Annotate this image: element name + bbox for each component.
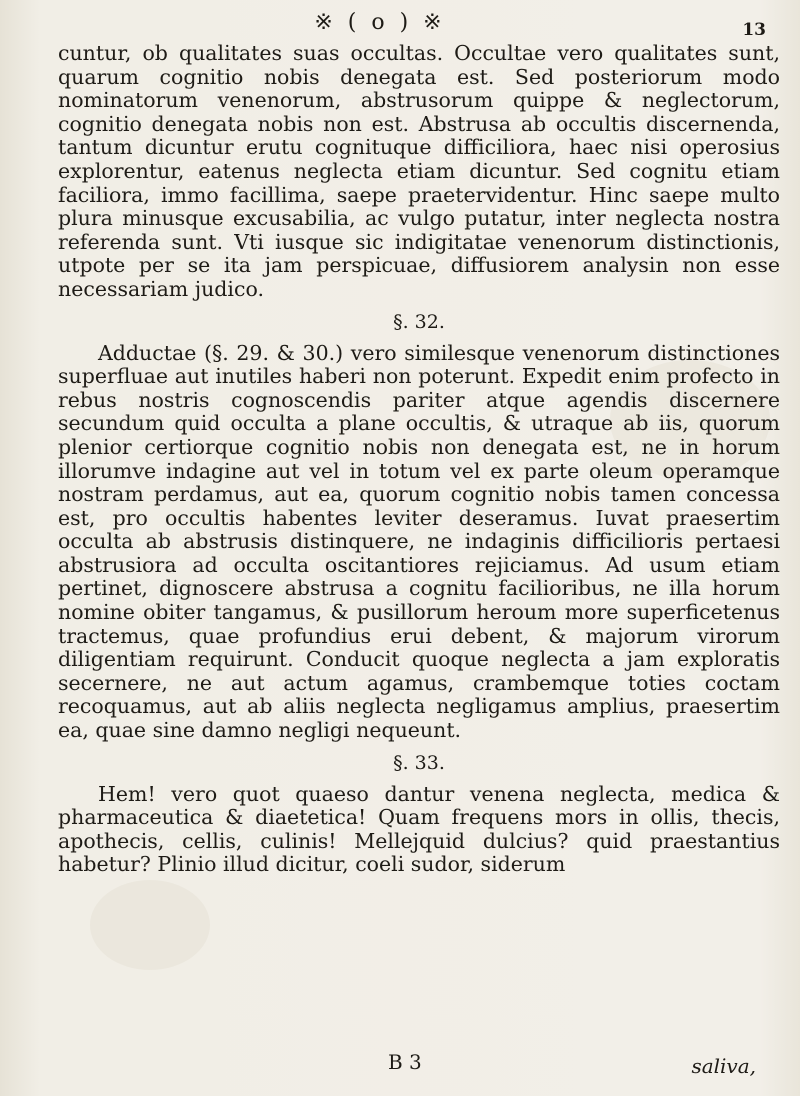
paper-stain	[90, 880, 210, 970]
paragraph-1: cuntur, ob qualitates suas occultas. Occultae vero qualitates sunt, quarum cognitio nobis denegata est. Sed posteriorum modo nominatorum venenorum, abstrusorum quippe & neglectorum, cognitio denegata nobis non est. Abstrusa ab occultis discernenda, tantum dicuntur erutu cognituque difficiliora, haec nisi operosius explorentur, eatenus neglecta etiam dicuntur. Sed cognitu etiam faciliora, immo facillima, saepe praetervidentur. Hinc saepe multo plura minusque excusabilia, ac vulgo putatur, inter neglecta nostra referenda sunt. Vti iusque sic indigitatae venenorum distinctionis, utpote per se ita jam perspicuae, diffusiorem analysin non esse necessariam judico.	[58, 41, 780, 301]
section-heading-33: §. 33.	[393, 751, 445, 774]
signature-mark: B 3	[388, 1050, 422, 1074]
paragraph-2: Adductae (§. 29. & 30.) vero similesque venenorum distinctiones superfluae aut inutiles haberi non poterunt. Expedit enim profecto in rebus nostris cognoscendis pariter atque agendis discernere secundum quid occulta a plane occultis, & utraque ab iis, quorum plenior certiorque cognitio nobis non denegata est, ne in horum illorumve indagine aut vel in totum vel ex parte oleum operamque nostram perdamus, aut ea, quorum cognitio nobis tamen concessa est, pro occultis habentes leviter deseramus. Iuvat praesertim occulta ab abstrusis distinquere, ne indaginis difficilioris pertaesi abstrusiora ad occulta oscitantiores rejiciamus. Ad usum etiam pertinet, dignoscere abstrusa a cognitu facilioribus, ne illa horum nomine obiter tangamus, & pusillorum heroum more superficetenus tractemus, quae profundius erui debent, & majorum virorum diligentiam requirunt. Conducit quoque neglecta a jam exploratis secernere, ne aut actum agamus, crambemque toties coctam recoquamus, aut ab aliis neglecta negligamus amplius, praesertim ea, quae sine damno negligi nequeunt.	[58, 340, 780, 743]
body-text	[58, 42, 780, 877]
section-heading-32: §. 32.	[393, 310, 445, 333]
header-ornament: ※ ( o ) ※	[314, 10, 446, 35]
paragraph-3: Hem! vero quot quaeso dantur venena neglecta, medica & pharmaceutica & diaetetica! Quam frequens mors in ollis, thecis, apothecis, cellis, culinis! Mellejquid dulcius? quid praestantius habetur? Plinio illud dicitur, coeli sudor, siderum	[58, 781, 780, 877]
catchword: saliva,	[691, 1054, 756, 1078]
page-footer	[0, 1050, 800, 1090]
running-header	[0, 8, 800, 40]
page-number: 13	[742, 20, 766, 40]
